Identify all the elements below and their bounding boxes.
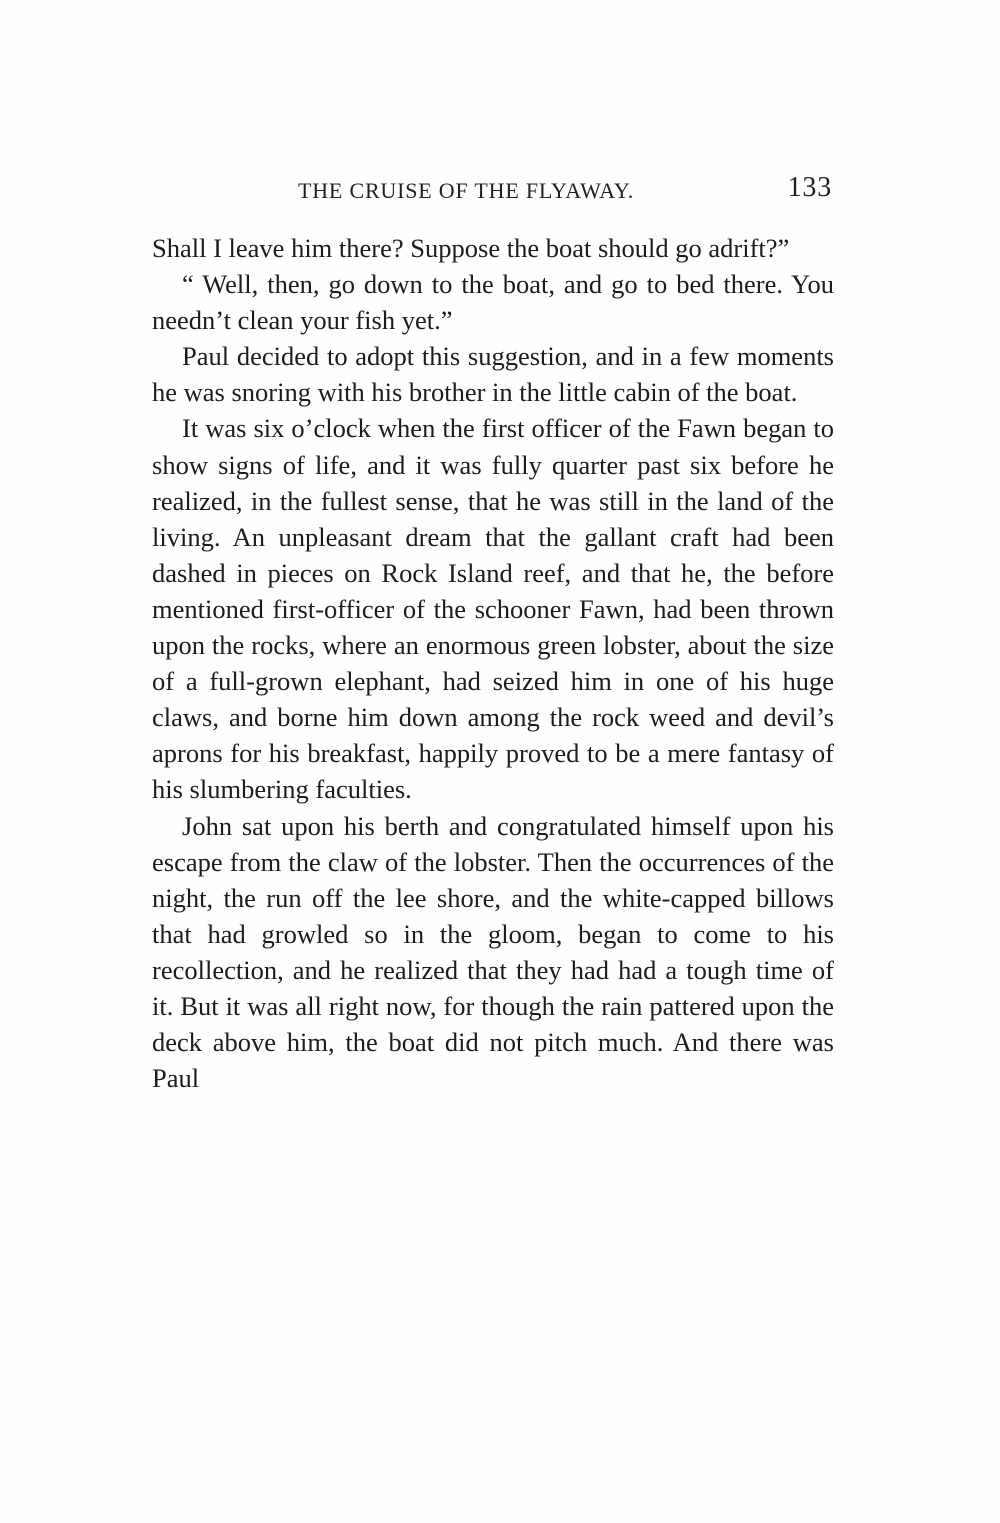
running-head: THE CRUISE OF THE FLYAWAY. <box>298 178 635 203</box>
page-number: 133 <box>787 172 832 203</box>
body-text <box>152 230 834 1096</box>
paragraph: “ Well, then, go down to the boat, and go to bed there. You needn’t clean your fish yet.” <box>152 269 834 336</box>
page-header <box>298 172 834 208</box>
paragraph-continued: Shall I leave him there? Suppose the boat should go adrift?” <box>152 233 790 263</box>
paragraph: It was six o’clock when the first officer of the Fawn began to show signs of life, and it was fully quarter past six before he realized, in the fullest sense, that he was still in the land of the living. An unpleasant dream that the gallant craft had been dashed in pieces on Rock Island reef, and that he, the before mentioned first-officer of the schooner Fawn, had been thrown upon the rocks, where an enormous green lobster, about the size of a full-grown elephant, had seized him in one of his huge claws, and borne him down among the rock weed and devil’s aprons for his breakfast, happily proved to be a mere fantasy of his slumbering faculties. <box>152 413 834 805</box>
paragraph: John sat upon his berth and congratulated himself upon his escape from the claw of the lobster. Then the occurrences of the night, the run off the lee shore, and the white-capped billows that had growled so in the gloom, began to come to his recollection, and he realized that they had had a tough time of it. But it was all right now, for though the rain pattered upon the deck above him, the boat did not pitch much. And there was Paul <box>152 810 834 1094</box>
paragraph: Paul decided to adopt this suggestion, and in a few moments he was snoring with his brother in the little cabin of the boat. <box>152 341 834 408</box>
